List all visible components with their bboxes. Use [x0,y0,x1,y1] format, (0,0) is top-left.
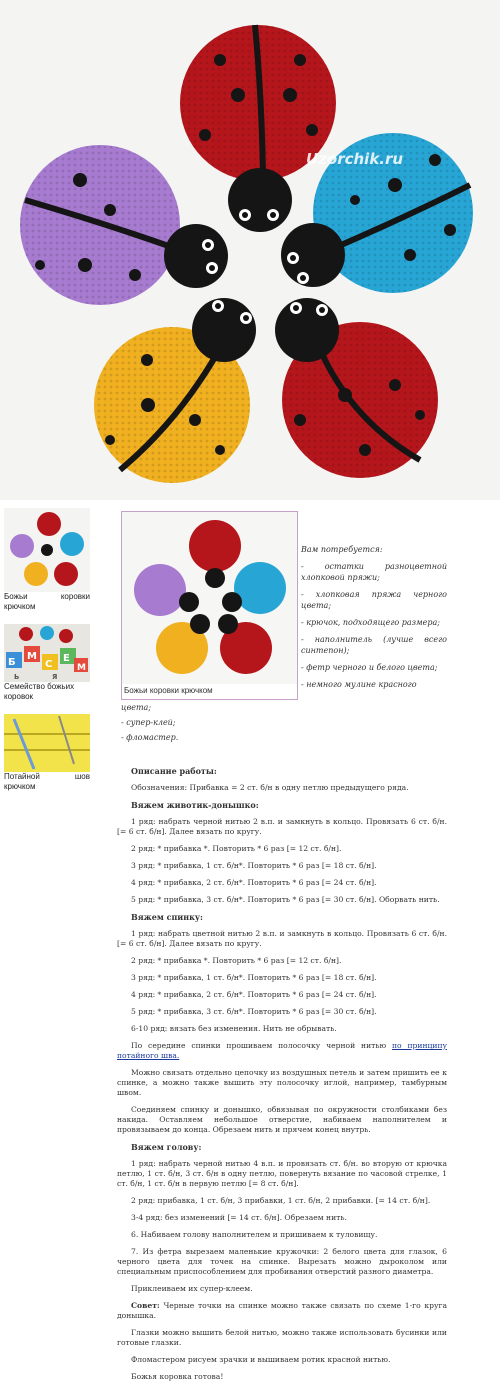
materials-continued [121,702,447,747]
block-letter: Ь [14,673,20,681]
materials-item: - крючок, подходящего размера; [301,618,440,627]
related-item-family[interactable] [4,624,90,702]
row-instruction: 1 ряд: набрать цветной нитью 2 в.п. и замкнуть в кольцо. Провязать 6 ст. б/н. [= 6 ст. б/н]. Далее вязать по кругу. [117,929,447,948]
row-instruction: 6. Набиваем голову наполнителем и пришиваем к туловищу. [131,1230,378,1239]
section-heading: Вяжем животик-донышко: [131,800,259,810]
related-caption[interactable]: Потайной шов крючком [4,772,90,791]
red-ladybug-top [180,25,336,232]
block-letter: М [77,663,86,673]
related-caption[interactable]: Семейство божьих коровок [4,682,75,701]
row-instruction: 5 ряд: * прибавка, 3 ст. б/н*. Повторить * 6 раз [= 30 ст. б/н]. Оборвать нить. [131,895,440,904]
row-instruction: 5 ряд: * прибавка, 3 ст. б/н*. Повторить * 6 раз [= 30 ст. б/н]. [131,1007,377,1016]
paragraph: 7. Из фетра вырезаем маленькие кружочки: 2 белого цвета для глазок, 6 черного цвета для точек на спинке. Вырезать можно дыроколом или специальным приспособлением для пробивания отверстий разного диаметра. [117,1247,447,1276]
materials-item: - супер-клей; [121,718,176,727]
row-instruction: 1 ряд: набрать черной нитью 2 в.п. и замкнуть в кольцо. Провязать 6 ст. б/н. [= 6 ст. б/н]. Далее вязать по кругу. [117,817,447,836]
materials-item: - фломастер. [121,733,179,742]
materials-list [301,544,447,696]
row-instruction: 3-4 ряд: без изменений [= 14 ст. б/н]. Обрезаем нить. [131,1213,347,1222]
materials-item: - остатки разноцветной хлопковой пряжи; [301,562,447,582]
related-sidebar [4,508,90,792]
hero-photo [0,0,500,500]
materials-item: - немного мулине красного [301,680,417,689]
materials-item: - фетр черного и белого цвета; [301,663,438,672]
section-heading: Описание работы: [131,766,217,776]
paragraph: Обозначения: Прибавка = 2 ст. б/н в одну петлю предыдущего ряда. [131,783,409,792]
yellow-ladybug [94,298,256,483]
row-instruction: 2 ряд: * прибавка *. Повторить * 6 раз [= 12 ст. б/н]. [131,956,342,965]
stripe-text: По середине спинки прошиваем полосочку черной нитью [131,1041,387,1050]
related-caption[interactable]: Божьи коровки крючком [4,592,90,611]
paragraph: Можно связать отдельно цепочку из воздушных петель и затем пришить ее к спинке, а можно также вышить эту полосочку иглой, например, тамбурным швом. [117,1068,447,1097]
figure-photo [122,512,297,684]
row-instruction: 3 ряд: * прибавка, 1 ст. б/н*. Повторить * 6 раз [= 18 ст. б/н]. [131,973,377,982]
paragraph: Соединяем спинку и донышко, обвязывая по окружности столбиками без накида. Оставляем небольшое отверстие, набиваем наполнителем и провязываем до конца. Обрезаем нить и прячем конец внутрь. [117,1105,447,1134]
article-figure [121,511,298,700]
row-instruction: 4 ряд: * прибавка, 2 ст. б/н*. Повторить * 6 раз [= 24 ст. б/н]. [131,990,377,999]
block-letter: Б [8,657,16,668]
row-instruction: 2 ряд: прибавка, 1 ст. б/н, 3 прибавки, 1 ст. б/н, 2 прибавки. [= 14 ст. б/н]. [131,1196,431,1205]
row-instruction: 3 ряд: * прибавка, 1 ст. б/н*. Повторить * 6 раз [= 18 ст. б/н]. [131,861,377,870]
materials-item: цвета; [121,703,152,712]
paragraph: Глазки можно вышить белой нитью, можно также использовать бусинки или готовые глазки. [117,1328,447,1347]
figure-caption: Божьи коровки крючком [124,686,213,695]
row-instruction: 4 ряд: * прибавка, 2 ст. б/н*. Повторить * 6 раз [= 24 ст. б/н]. [131,878,377,887]
paragraph: Приклеиваем их супер-клеем. [131,1284,253,1293]
watermark: Uzorchik.ru [306,150,404,168]
block-letter: М [27,651,37,662]
tip-text: Черные точки на спинке можно также связать по схеме 1-го круга донышка. [117,1301,448,1320]
paragraph [117,1041,447,1061]
tip-paragraph [117,1301,447,1321]
materials-heading: Вам потребуется: [301,545,383,554]
section-heading: Вяжем голову: [131,1142,202,1152]
materials-item: - хлопковая пряжа черного цвета; [301,590,447,610]
row-instruction: 2 ряд: * прибавка *. Повторить * 6 раз [= 12 ст. б/н]. [131,844,342,853]
related-item-seam[interactable] [4,714,90,792]
purple-ladybug [20,145,228,305]
block-letter: Я [52,673,58,681]
seam-thumbnail[interactable] [4,714,90,772]
hidden-seam-link[interactable]: по принципу потайного шва. [117,1041,447,1060]
related-item-ladybugs[interactable] [4,508,90,612]
tip-label: Совет: [131,1301,160,1310]
ladybugs-thumbnail[interactable] [4,508,90,592]
paragraph: Божья коровка готова! [131,1372,224,1381]
red-ladybug-bottom [275,298,438,478]
ladybugs-illustration [0,0,500,500]
paragraph: Фломастером рисуем зрачки и вышиваем ротик красной нитью. [131,1355,391,1364]
block-letter: С [45,659,53,670]
row-instruction: 6-10 ряд: вязать без изменения. Нить не обрывать. [131,1024,337,1033]
section-heading: Вяжем спинку: [131,912,203,922]
materials-item: - наполнитель (лучше всего синтепон); [301,635,447,655]
family-thumbnail[interactable] [4,624,90,682]
article-body [117,762,447,1389]
block-letter: Е [63,653,70,664]
row-instruction: 1 ряд: набрать черной нитью 4 в.п. и провязать ст. б/н. во вторую от крючка петлю, 1 ст. б/н, 3 ст. б/н в одну петлю, повернуть вязание по часовой стрелке, 1 ст. б/н, 1 ст. б/н в первую петлю [= 8 ст. б/н]. [117,1159,447,1188]
